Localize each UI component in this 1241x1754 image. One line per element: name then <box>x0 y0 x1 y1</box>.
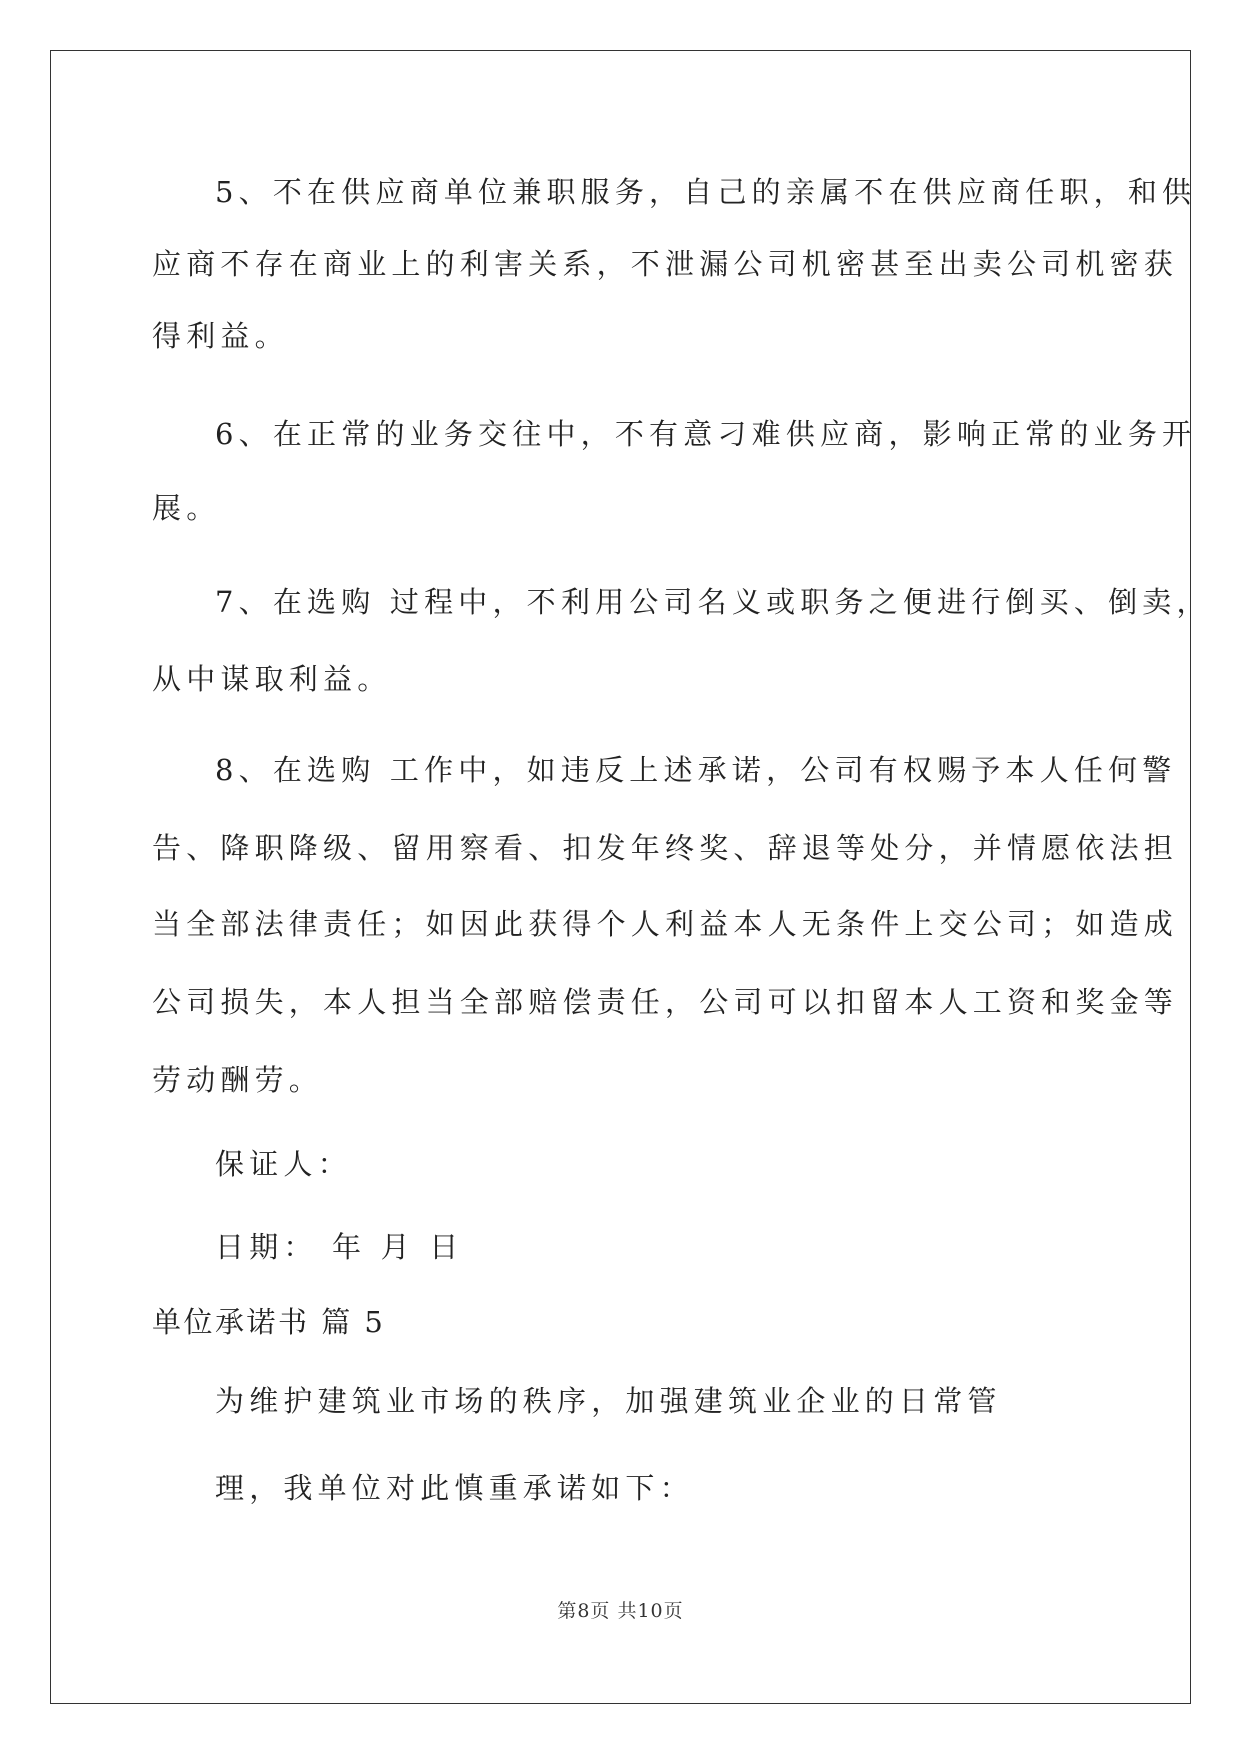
paragraph-line: 应商不存在商业上的利害关系，不泄漏公司机密甚至出卖公司机密获 <box>152 247 1179 281</box>
paragraph-line: 劳动酬劳。 <box>152 1063 324 1097</box>
paragraph-line: 得利益。 <box>152 319 289 353</box>
paragraph-line: 6、在正常的业务交往中，不有意刁难供应商，影响正常的业务开 <box>215 417 1197 451</box>
signatory-label: 保证人： <box>215 1147 352 1181</box>
paragraph-line: 8、在选购 工作中，如违反上述承诺，公司有权赐予本人任何警 <box>215 753 1177 787</box>
paragraph-line: 为维护建筑业市场的秩序，加强建筑业企业的日常管 <box>215 1384 1002 1418</box>
paragraph-line: 展。 <box>152 491 221 525</box>
paragraph-line: 7、在选购 过程中，不利用公司名义或职务之便进行倒买、倒卖， <box>215 585 1211 619</box>
paragraph-line: 当全部法律责任；如因此获得个人利益本人无条件上交公司；如造成 <box>152 907 1179 941</box>
paragraph-line: 5、不在供应商单位兼职服务，自己的亲属不在供应商任职，和供 <box>215 175 1197 209</box>
page-frame <box>50 50 1191 1704</box>
paragraph-line: 告、降职降级、留用察看、扣发年终奖、辞退等处分，并情愿依法担 <box>152 831 1179 865</box>
date-label: 日期： 年 月 日 <box>215 1230 464 1264</box>
paragraph-line: 从中谋取利益。 <box>152 662 392 696</box>
page-number: 第8页 共10页 <box>557 1600 684 1622</box>
paragraph-line: 公司损失，本人担当全部赔偿责任，公司可以扣留本人工资和奖金等 <box>152 985 1179 1019</box>
paragraph-line: 理，我单位对此慎重承诺如下： <box>215 1471 694 1505</box>
section-heading: 单位承诺书 篇 5 <box>152 1305 386 1339</box>
